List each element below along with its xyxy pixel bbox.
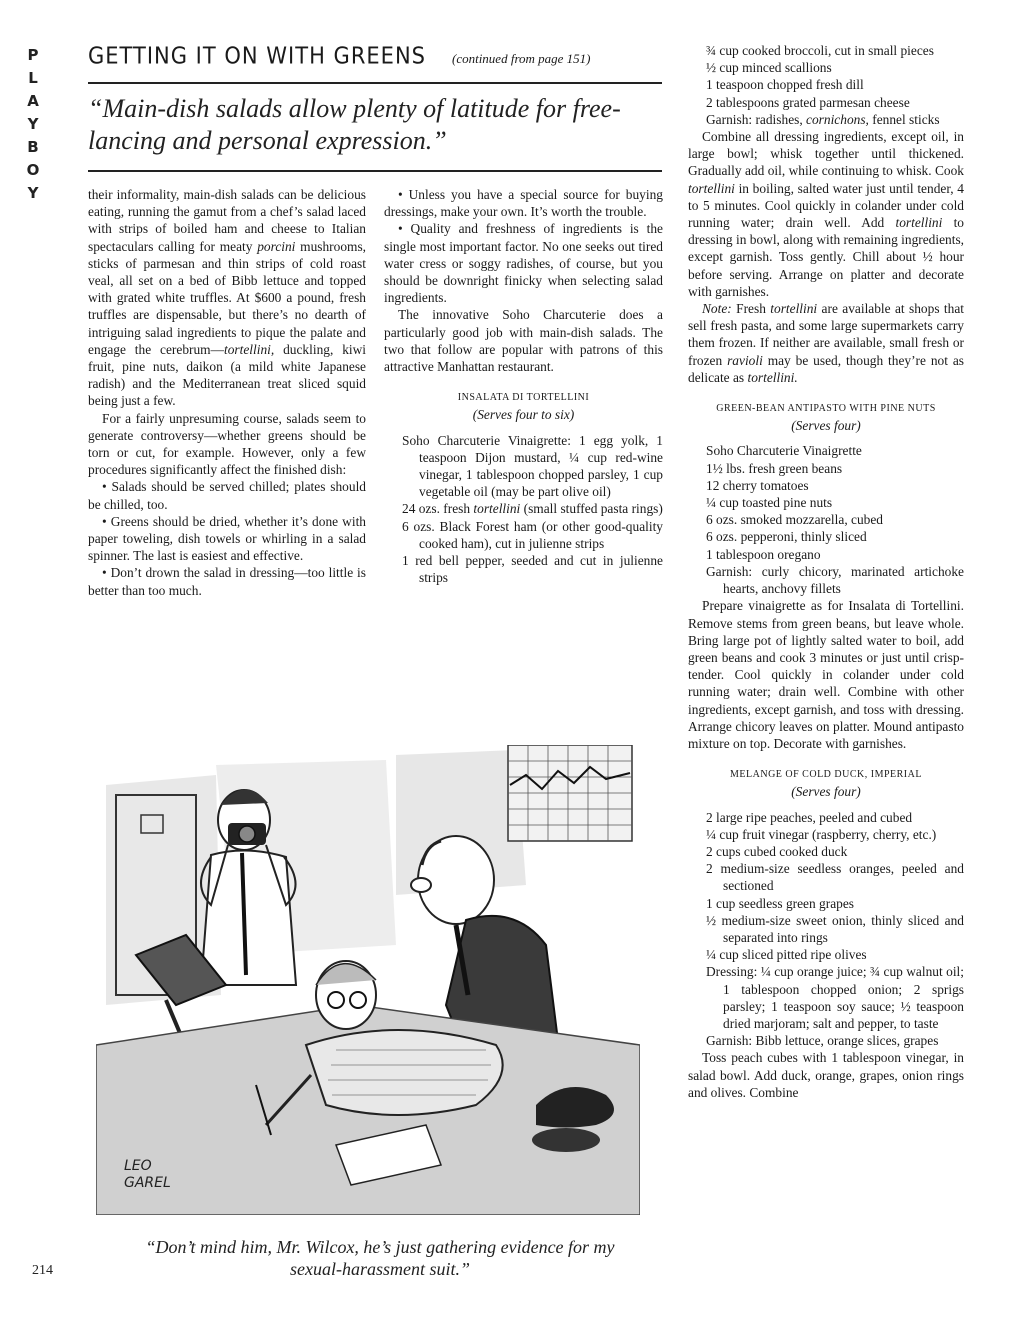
ingredients-list [688,809,964,1050]
paragraph: their informality, main-dish salads can be delicious eating, running the gamut from a chef’s salad laced with strips of boiled ham and cheese to Italian spectaculars calling for meaty porcini mushrooms, sticks of parmesan and thin strips of cold roast veal, all set on a bed of Bibb lettuce and topped with grated white truffles. At $600 a pound, fresh truffles are dispensable, but there’s no dearth of intriguing salad ingredients to pique the palate and engage the cerebrum—tortellini, duckling, kiwi fruit, pine nuts, daikon (a mild white Japanese radish) and the Mediterranean treat sliced squid being just a few. [88,187,366,409]
ingredient: Dressing: ¼ cup orange juice; ¾ cup walnut oil; 1 tablespoon chopped onion; 2 sprigs parsley; 1 teaspoon soy sauce; ½ teaspoon dried marjoram; salt and pepper, to taste [706,964,964,1031]
brand-letter: L [28,69,38,87]
ingredient: Soho Charcuterie Vinaigrette: 1 egg yolk, 1 teaspoon Dijon mustard, ¼ cup red-wine vinegar, 1 tablespoon chopped parsley, 1 cup vegetable oil (may be part olive oil) [402,432,663,500]
brand-letter: A [27,92,39,110]
pull-quote-rule [88,170,662,172]
column-3 [688,42,964,1101]
brand-letter: B [27,138,39,156]
brand-letter: P [27,46,39,64]
ingredient: 24 ozs. fresh tortellini (small stuffed pasta rings) [402,501,663,517]
ingredient: ¼ cup toasted pine nuts [706,495,833,511]
brand-letter: Y [27,115,39,133]
ingredient: ¾ cup cooked broccoli, cut in small pieces [706,43,934,58]
ingredient: 1½ lbs. fresh green beans [706,460,843,476]
brand-letter: O [26,161,40,179]
artist-signature-line2: GAREL [124,1175,171,1191]
cartoon-illustration [96,745,640,1215]
ingredient: 2 large ripe peaches, peeled and cubed [706,809,913,825]
ingredient: 6 ozs. Black Forest ham (or other good-quality cooked ham), cut in julienne strips [402,518,663,551]
column-2 [384,186,663,586]
recipe-title: INSALATA DI TORTELLINI [457,392,590,404]
page-number: 214 [32,1263,53,1278]
bullet-item: • Quality and freshness of ingredients is the single most important factor. No one seeks out tired water cress or soggy radishes, of course, but you should be downright finicky when selecting salad ingredients. [384,221,663,306]
bullet-item: • Salads should be served chilled; plates should be chilled, too. [88,479,366,512]
header-rule [88,82,662,84]
ingredients-list [688,42,964,128]
ingredient: 2 tablespoons grated parmesan cheese [706,94,910,110]
paragraph: The innovative Soho Charcuterie does a particularly good job with main-dish salads. The two that follow are popular with patrons of this attractive Manhattan restaurant. [384,307,663,375]
ingredient: 6 ozs. pepperoni, thinly sliced [706,529,867,545]
ingredient: 1 teaspoon chopped fresh dill [706,77,864,93]
ingredient: 1 cup seedless green grapes [706,895,854,911]
article-header [88,44,662,68]
ingredient: 2 medium-size seedless oranges, peeled and sectioned [706,861,964,894]
paragraph: For a fairly unpresuming course, salads seem to generate controversy—whether greens should be torn or cut, for example. However, only a few procedures significantly affect the finished dish: [88,410,366,478]
ingredient: ¼ cup sliced pitted ripe olives [706,947,867,963]
continued-note: (continued from page 151) [451,51,591,66]
bullet-item: • Greens should be dried, whether it’s done with paper toweling, dish towels or whirling in a salad spinner. The last is easiest and effective. [88,513,366,564]
pull-quote: “Main-dish salads allow plenty of latitude for free-lancing and personal expression.” [88,94,621,155]
ingredient: 1 red bell pepper, seeded and cut in julienne strips [402,553,663,586]
ingredient: Garnish: curly chicory, marinated artichoke hearts, anchovy fillets [706,563,964,597]
recipe-serves: (Serves four) [791,784,861,800]
article-title: GETTING IT ON WITH GREENS [88,42,426,70]
bullet-item: • Don’t drown the salad in dressing—too little is better than too much. [88,565,366,598]
ingredient: ½ medium-size sweet onion, thinly sliced and separated into rings [706,912,964,945]
column-1 [88,186,366,599]
recipe-serves: (Serves four) [791,418,861,434]
ingredient: 12 cherry tomatoes [706,477,809,493]
ingredient: ½ cup minced scallions [706,60,832,76]
ingredient: 1 tablespoon oregano [706,546,821,562]
ingredient: ¼ cup fruit vinegar (raspberry, cherry, etc.) [706,826,937,842]
ingredients-list [384,432,663,587]
artist-signature-line1: LEO [124,1158,152,1174]
ingredient: Soho Charcuterie Vinaigrette [706,443,862,459]
ingredients-list [688,442,964,597]
recipe-directions: Prepare vinaigrette as for Insalata di Tortellini. Remove stems from green beans, but leave whole. Bring large pot of lightly salted water to boil, add green beans and cook 3 minutes or just until crisp-tender. Cool quickly in colander under cold running water; drain well. Combine with other ingredients, except garnish, and toss with dressing. Arrange chicory leaves on platter. Mound antipasto mixture on top. Decorate with garnishes. [688,598,964,751]
recipe-note: Note: Fresh tortellini are available at shops that sell fresh pasta, and some large supermarkets carry them frozen. If neither are available, small fresh or frozen ravioli may be used, though they’re not as delicate as tortellini. [688,301,964,385]
ingredient: 2 cups cubed cooked duck [706,843,848,859]
ingredient: 6 ozs. smoked mozzarella, cubed [706,512,883,528]
playboy-side-brand [22,44,44,205]
recipe-directions: Toss peach cubes with 1 tablespoon vinegar, in salad bowl. Add duck, orange, grapes, onion rings and olives. Combine [688,1050,964,1100]
cartoon-caption: “Don’t mind him, Mr. Wilcox, he’s just gathering evidence for my sexual-harassment suit.” [145,1237,615,1279]
recipe-title: GREEN-BEAN ANTIPASTO WITH PINE NUTS [716,403,936,415]
bullet-item: • Unless you have a special source for buying dressings, make your own. It’s worth the trouble. [384,187,663,220]
recipe-serves: (Serves four to six) [472,407,575,423]
ingredient: Garnish: radishes, cornichons, fennel sticks [706,111,940,127]
ingredient: Garnish: Bibb lettuce, orange slices, grapes [706,1033,939,1049]
wall-chart [508,745,632,841]
recipe-directions: Combine all dressing ingredients, except oil, in large bowl; whisk together until thickened. Gradually add oil, while continuing to whisk. Cook tortellini in boiling, salted water just until tender, 4 to 5 minutes. Cool quickly in colander under cold running water; drain well. Add tortellini to dressing in bowl, along with remaining ingredients, except garnish. Toss gently. Chill about ½ hour before serving. Arrange on platter and decorate with garnishes. [688,129,965,299]
brand-letter: Y [27,184,39,202]
recipe-title: MELANGE OF COLD DUCK, IMPERIAL [730,769,922,781]
